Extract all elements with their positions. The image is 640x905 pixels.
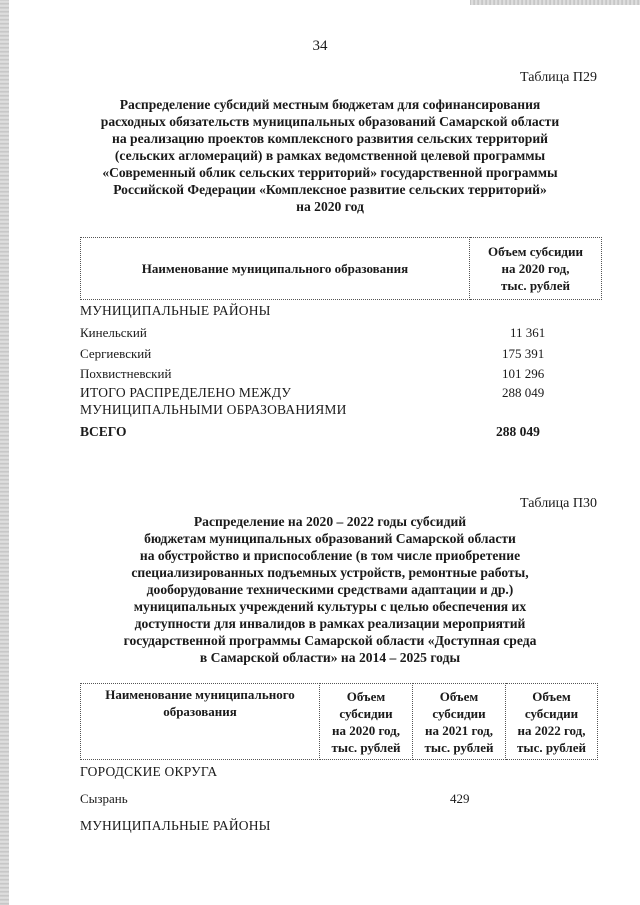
row-value-2020: 429: [450, 791, 470, 806]
header-line: на 2022 год,: [517, 722, 586, 738]
title-line: специализированных подъемных устройств, ремонтные работы,: [131, 565, 529, 580]
grand-total-value: 288 049: [496, 424, 540, 439]
scan-left-edge: [0, 0, 9, 905]
header-municipality: Наименование муниципального образования: [81, 238, 470, 300]
table-29-caption: Таблица П29: [520, 70, 597, 85]
header-subsidy-2022: [506, 684, 598, 760]
header-line: субсидии: [339, 705, 393, 721]
header-line: образования: [163, 704, 237, 719]
row-name: Кинельский: [80, 325, 147, 340]
title-line: дооборудование техническими средствами адаптации и др.): [146, 582, 514, 597]
header-subsidy-2020: [320, 684, 413, 760]
header-subsidy-2020: [470, 238, 602, 300]
title-line: Распределение на 2020 – 2022 годы субсидий: [193, 514, 467, 529]
page-number: 34: [312, 38, 328, 54]
header-line: Объем: [532, 688, 571, 704]
header-line: на 2020 год,: [331, 722, 401, 738]
title-line: (сельских агломераций) в рамках ведомственной целевой программы: [114, 148, 546, 163]
title-line: расходных обязательств муниципальных образований Самарской области: [100, 114, 560, 129]
total-distributed-value: 288 049: [502, 385, 545, 400]
grand-total-label: ВСЕГО: [80, 424, 127, 439]
table-29-header: [80, 237, 602, 300]
header-municipality: [81, 684, 320, 760]
title-line: Российской Федерации «Комплексное развитие сельских территорий»: [113, 182, 547, 197]
title-line: на 2020 год: [296, 199, 364, 214]
header-line: тыс. рублей: [517, 739, 586, 755]
table-30-caption: Таблица П30: [520, 496, 597, 511]
row-value: 101 296: [502, 366, 545, 381]
title-line: доступности для инвалидов в рамках реализации мероприятий: [134, 616, 526, 631]
header-line: субсидии: [432, 705, 486, 721]
row-value: 11 361: [510, 325, 546, 340]
table-29-title: [80, 96, 580, 215]
table-30-header: [80, 683, 598, 760]
title-line: муниципальных учреждений культуры с целью обеспечения их: [133, 599, 527, 614]
scan-top-edge: [470, 0, 640, 5]
header-line: Объем: [439, 688, 479, 704]
row-name: Похвистневский: [80, 366, 172, 381]
row-value: 175 391: [502, 346, 545, 361]
title-line: государственной программы Самарской области «Доступная среда: [123, 633, 537, 648]
header-line: тыс. рублей: [501, 278, 570, 293]
row-name: Сергиевский: [80, 346, 152, 361]
table-30-title: [80, 513, 580, 666]
header-line: тыс. рублей: [424, 739, 494, 755]
section-municipal-districts: МУНИЦИПАЛЬНЫЕ РАЙОНЫ: [80, 303, 271, 318]
title-line: на реализацию проектов комплексного развития сельских территорий: [112, 131, 548, 146]
row-name: Сызрань: [80, 791, 128, 806]
header-subsidy-2021: [413, 684, 506, 760]
title-line: в Самарской области» на 2014 – 2025 годы: [199, 650, 461, 665]
title-line: Распределение субсидий местным бюджетам для софинансирования: [119, 97, 541, 112]
header-line: тыс. рублей: [331, 739, 401, 755]
section-urban-districts: ГОРОДСКИЕ ОКРУГА: [80, 764, 218, 779]
header-line: на 2021 год,: [424, 722, 494, 738]
total-distributed-label: ИТОГО РАСПРЕДЕЛЕНО МЕЖДУ: [80, 385, 292, 400]
header-line: субсидии: [524, 705, 579, 721]
section-municipal-districts: МУНИЦИПАЛЬНЫЕ РАЙОНЫ: [80, 818, 271, 833]
title-line: бюджетам муниципальных образований Самарской области: [144, 531, 516, 546]
title-line: «Современный облик сельских территорий» государственной программы: [102, 165, 558, 180]
total-distributed-label: МУНИЦИПАЛЬНЫМИ ОБРАЗОВАНИЯМИ: [80, 402, 347, 417]
header-line: Объем: [346, 688, 386, 704]
title-line: на обустройство и приспособление (в том числе приобретение: [139, 548, 521, 563]
header-line: Объем субсидии: [488, 244, 583, 259]
header-line: Наименование муниципального: [105, 687, 295, 702]
header-line: на 2020 год,: [501, 261, 570, 276]
